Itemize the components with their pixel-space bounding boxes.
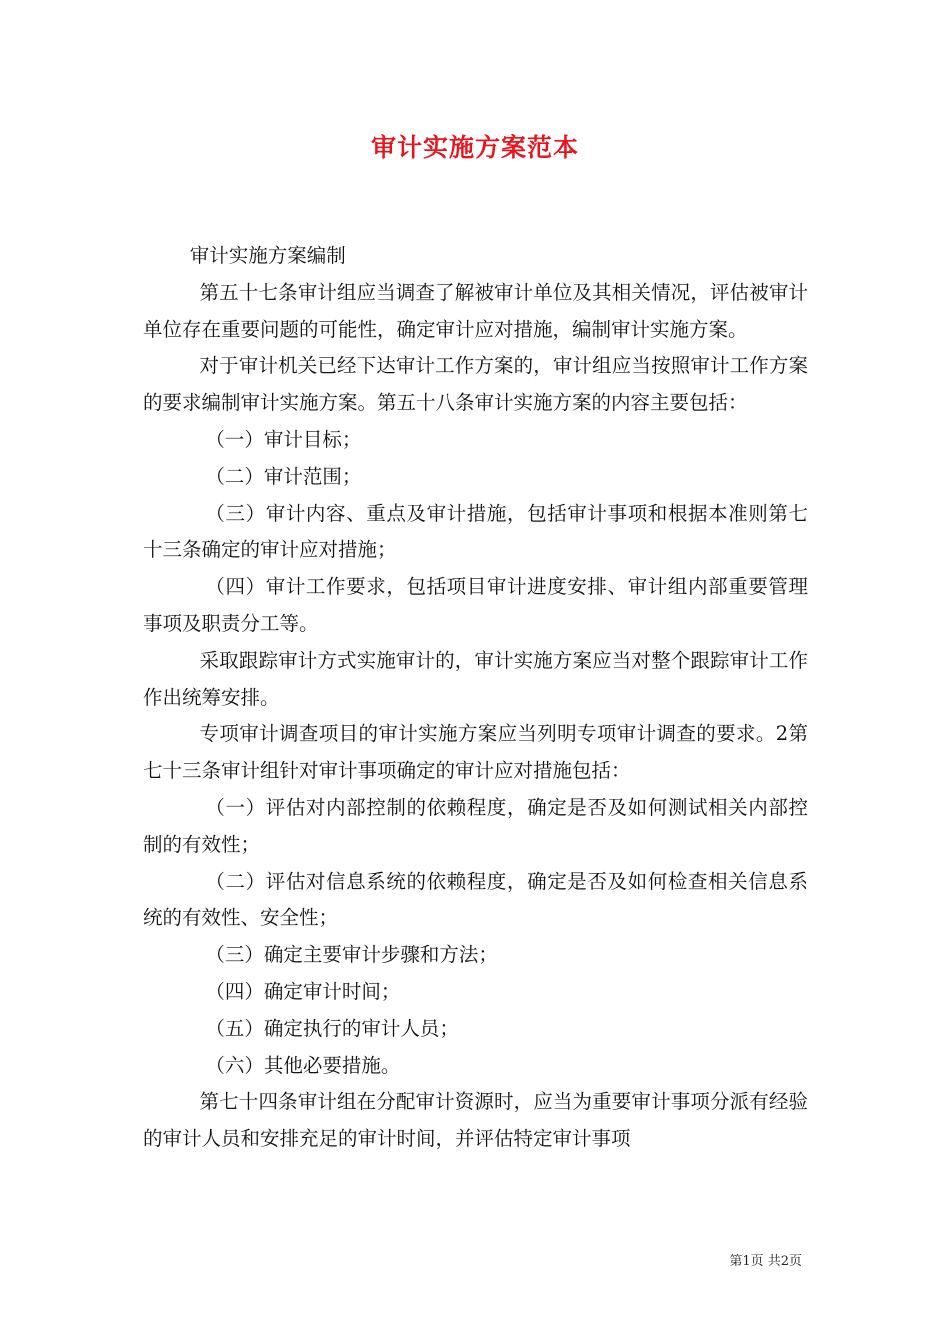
list-item: （一）评估对内部控制的依赖程度，确定是否及如何测试相关内部控制的有效性； (143, 795, 808, 856)
list-item: （四）确定审计时间； (205, 979, 401, 1003)
list-item: （一）审计目标； (205, 427, 362, 451)
list-item: （二）评估对信息系统的依赖程度，确定是否及如何检查相关信息系统的有效性、安全性； (143, 869, 808, 930)
section-heading: 审计实施方案编制 (189, 244, 346, 267)
document-title: 审计实施方案范本 (370, 133, 579, 162)
list-item: （三）审计内容、重点及审计措施，包括审计事项和根据本准则第七十三条确定的审计应对措施； (143, 501, 808, 562)
document-body (143, 238, 808, 1158)
list-item: （五）确定执行的审计人员； (205, 1016, 459, 1040)
paragraph-article-57: 第五十七条审计组应当调查了解被审计单位及其相关情况，评估被审计单位存在重要问题的可能性，确定审计应对措施，编制审计实施方案。 (143, 280, 808, 341)
list-item: （四）审计工作要求，包括项目审计进度安排、审计组内部重要管理事项及职责分工等。 (143, 575, 808, 635)
paragraph-tracking-audit: 采取跟踪审计方式实施审计的，审计实施方案应当对整个跟踪审计工作作出统筹安排。 (143, 648, 808, 709)
list-item: （三）确定主要审计步骤和方法； (205, 943, 498, 967)
list-item: （二）审计范围； (205, 464, 362, 488)
page-number: 第1页 共2页 (729, 1254, 802, 1269)
paragraph-special-investigation: 专项审计调查项目的审计实施方案应当列明专项审计调查的要求。2第七十三条审计组针对审计事项确定的审计应对措施包括： (143, 722, 808, 783)
list-item: （六）其他必要措施。 (205, 1053, 401, 1077)
paragraph-work-plan: 对于审计机关已经下达审计工作方案的，审计组应当按照审计工作方案的要求编制审计实施方案。第五十八条审计实施方案的内容主要包括： (143, 354, 808, 415)
paragraph-article-74: 第七十四条审计组在分配审计资源时，应当为重要审计事项分派有经验的审计人员和安排充足的审计时间，并评估特定审计事项 (143, 1090, 808, 1151)
